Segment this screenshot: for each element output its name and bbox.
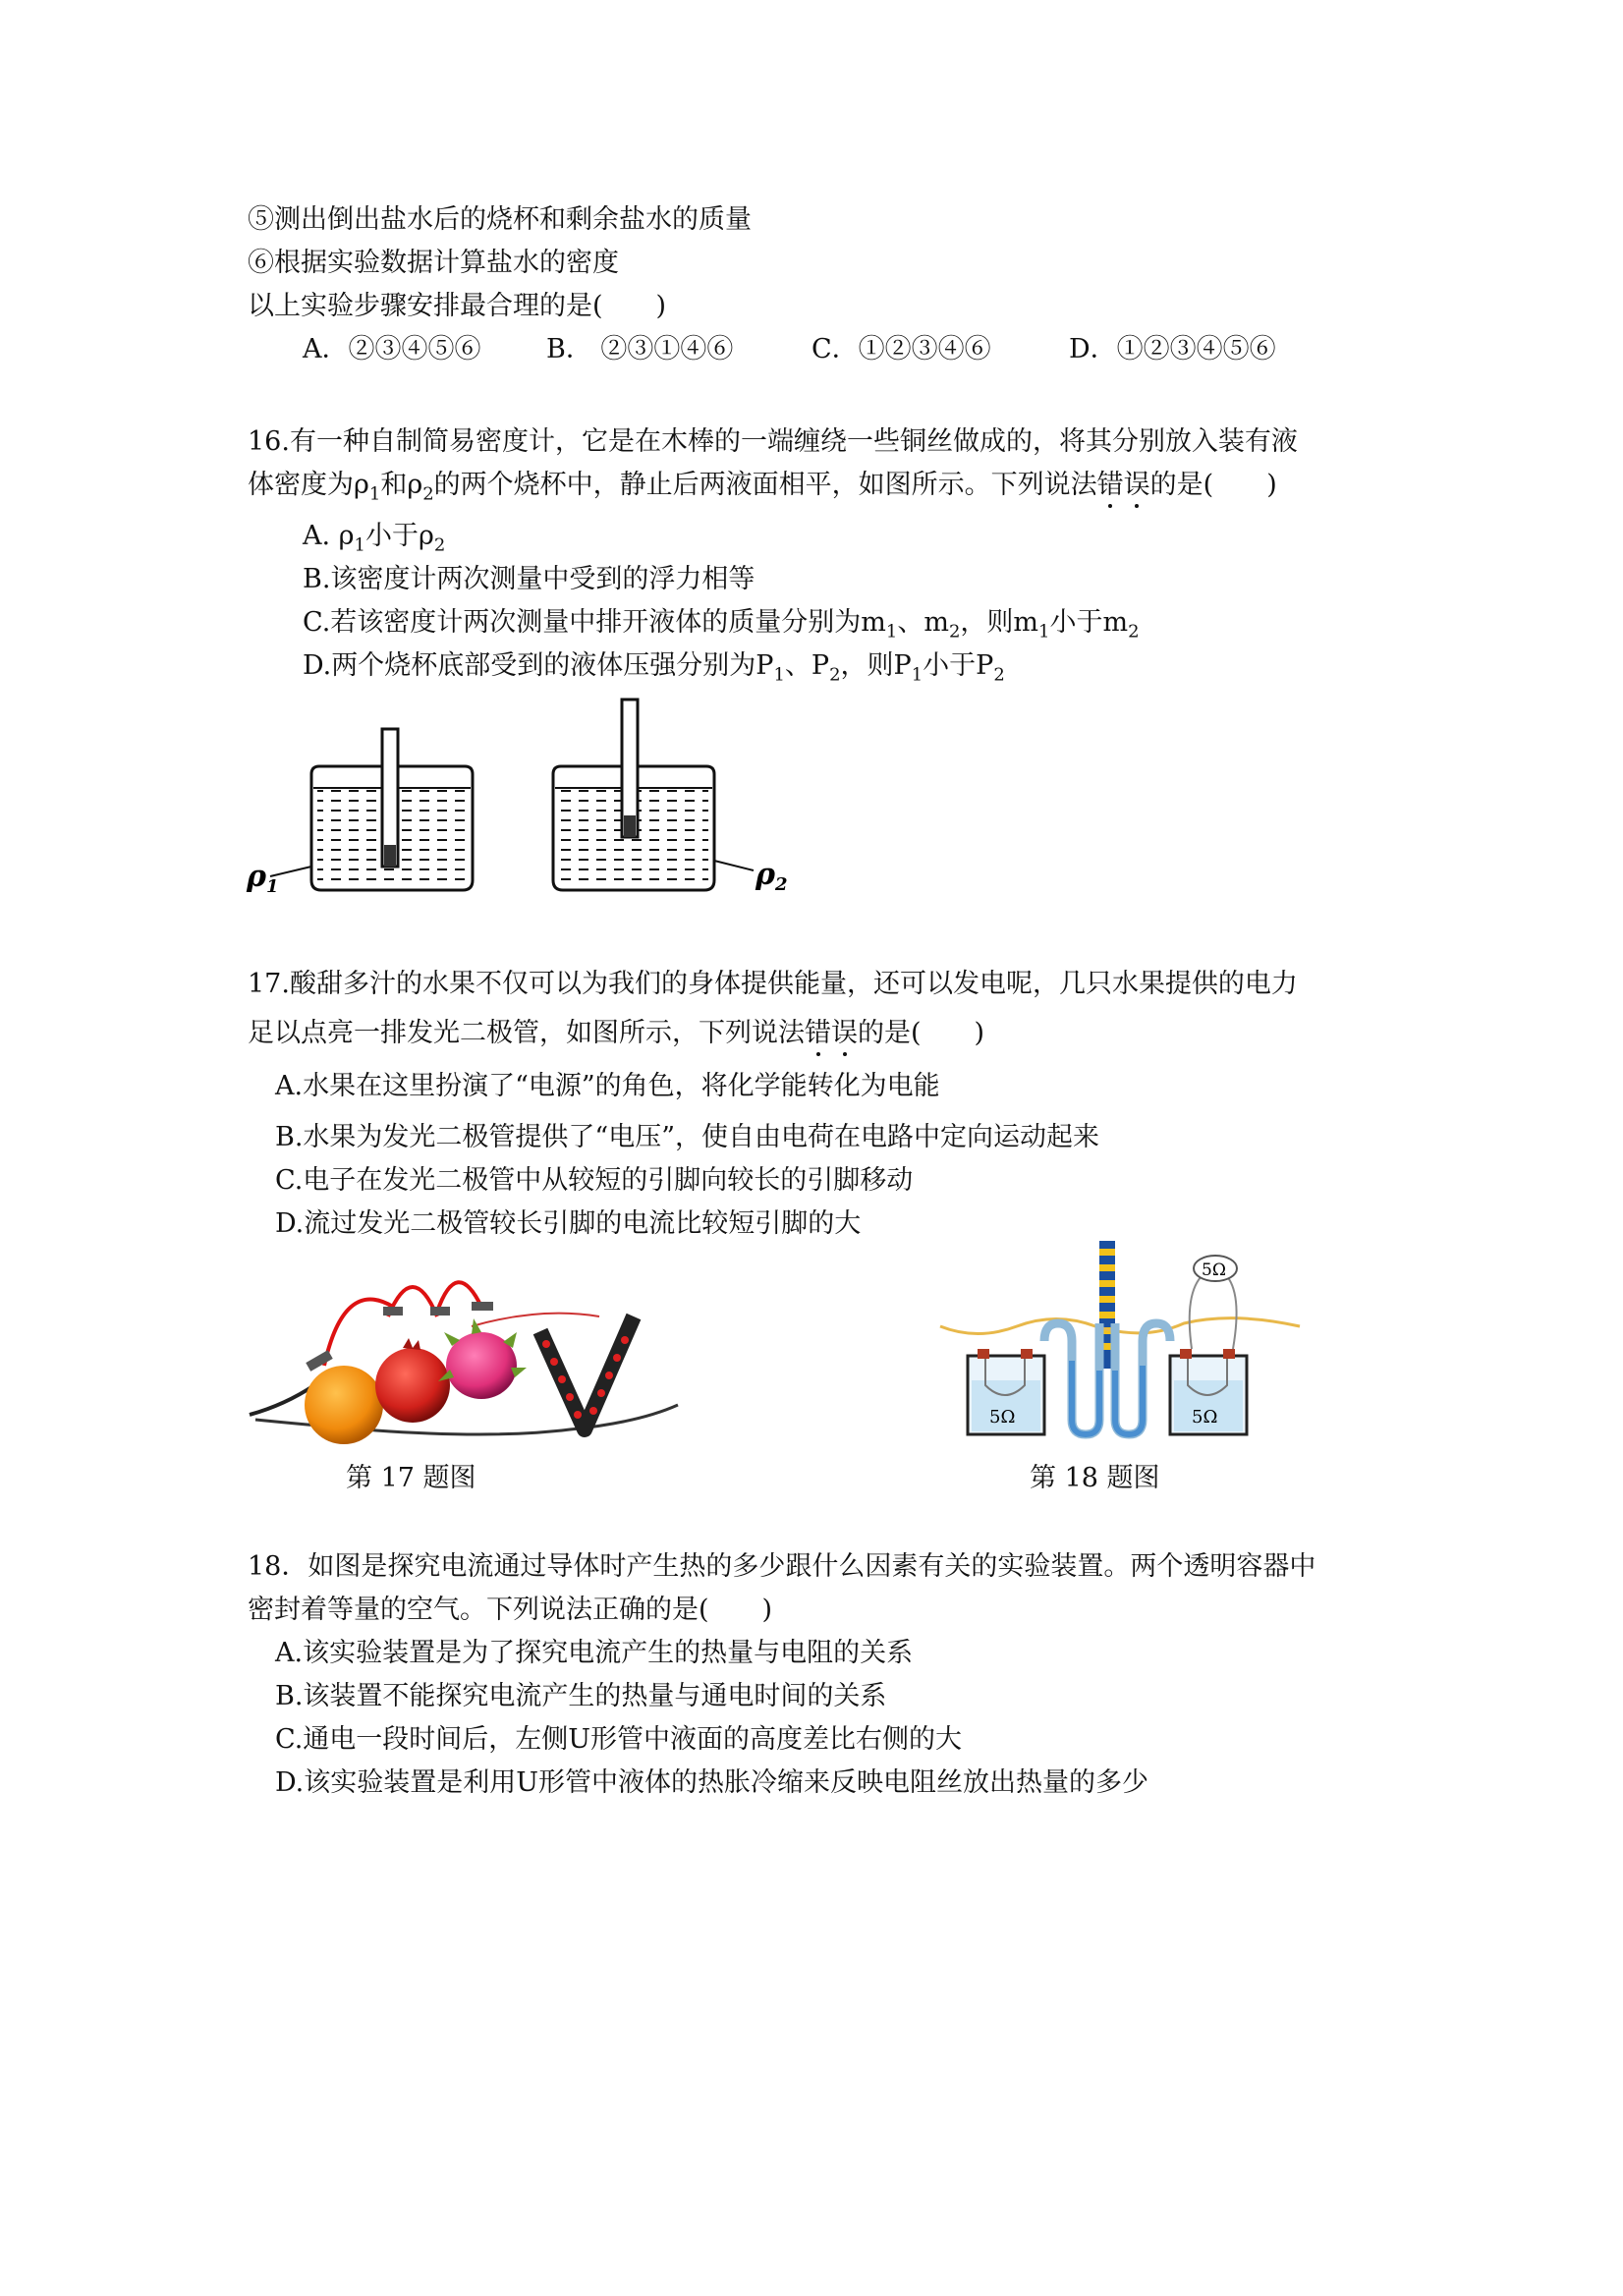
q15-step5: ⑤测出倒出盐水后的烧杯和剩余盐水的质量 <box>248 204 752 235</box>
q17-option-b: B.水果为发光二极管提供了“电压”，使自由电荷在电路中定向运动起来 <box>275 1122 1100 1152</box>
emphasis-dot: 错 <box>1096 470 1124 500</box>
q15-question: 以上实验步骤安排最合理的是( ) <box>248 291 667 321</box>
q15-step6: ⑥根据实验数据计算盐水的密度 <box>248 248 619 278</box>
q15-option-c: C．①②③④⑥ <box>812 334 991 364</box>
q17-stem-line1: 17.酸甜多汁的水果不仅可以为我们的身体提供能量，还可以发电呢，几只水果提供的电力 <box>248 969 1298 999</box>
q18-option-c: C.通电一段时间后，左侧U形管中液面的高度差比右侧的大 <box>275 1724 963 1755</box>
resistor-left-label: 5Ω <box>989 1407 1016 1428</box>
q17-option-a: A.水果在这里扮演了“电源”的角色，将化学能转化为电能 <box>275 1071 940 1101</box>
q15-option-d: D．①②③④⑤⑥ <box>1069 334 1276 364</box>
q15-option-a: A．②③④⑤⑥ <box>303 334 481 364</box>
q17-stem-line2: 足以点亮一排发光二极管，如图所示，下列说法错误的是( ) <box>248 1018 985 1048</box>
q16-stem-line2: 体密度为$\rho_1$和$\rho_2$的两个烧杯中，静止后两液面相平，如图所示。下列说法错误的是( ) <box>248 470 1277 505</box>
q17-option-d: D.流过发光二极管较长引脚的电流比较短引脚的大 <box>275 1208 862 1239</box>
resistor-right-label: 5Ω <box>1192 1407 1218 1428</box>
q17-option-c: C.电子在发光二极管中从较短的引脚向较长的引脚移动 <box>275 1165 914 1196</box>
q16-option-a: A. $\rho_1$小于$\rho_2$ <box>303 521 446 556</box>
q17-fruit-battery-figure <box>246 1258 688 1454</box>
q16-beakers-figure <box>241 688 811 904</box>
q18-stem-line2: 密封着等量的空气。下列说法正确的是( ) <box>248 1595 773 1625</box>
emphasis-dot: 误 <box>831 1018 858 1048</box>
label-rho1: $\rho_1$ <box>247 860 279 897</box>
q18-apparatus-figure <box>938 1233 1302 1444</box>
q16-option-d: D.两个烧杯底部受到的液体压强分别为$P_1$、$P_2$，则$P_1$小于$P_2$ <box>303 650 1005 686</box>
orange-fruit <box>305 1366 383 1444</box>
q18-figure-caption: 第 18 题图 <box>1030 1463 1160 1493</box>
emphasis-dot: 错 <box>805 1018 831 1048</box>
beaker-left <box>270 729 473 890</box>
q16-option-c: C.若该密度计两次测量中排开液体的质量分别为$m_1$、$m_2$，则$m_1$小于$m_2$ <box>303 607 1140 643</box>
label-rho2: $\rho_2$ <box>756 858 788 895</box>
q16-stem-line1: 16.有一种自制简易密度计，它是在木棒的一端缠绕一些铜丝做成的，将其分别放入装有液 <box>248 426 1298 457</box>
emphasis-dot: 误 <box>1123 470 1150 500</box>
q18-option-b: B.该装置不能探究电流产生的热量与通电时间的关系 <box>275 1681 887 1711</box>
resistor-outside-label: 5Ω <box>1202 1260 1226 1280</box>
q17-figure-caption: 第 17 题图 <box>346 1463 476 1493</box>
beaker-right <box>553 700 754 890</box>
q18-stem-line1: 18．如图是探究电流通过导体时产生热的多少跟什么因素有关的实验装置。两个透明容器中 <box>248 1551 1316 1582</box>
q18-option-d: D.该实验装置是利用U形管中液体的热胀冷缩来反映电阻丝放出热量的多少 <box>275 1767 1149 1798</box>
q15-option-b: B． ②③①④⑥ <box>546 334 734 364</box>
q16-option-b: B.该密度计两次测量中受到的浮力相等 <box>303 564 756 594</box>
q18-option-a: A.该实验装置是为了探究电流产生的热量与电阻的关系 <box>275 1638 914 1668</box>
pomegranate-fruit <box>375 1348 450 1423</box>
